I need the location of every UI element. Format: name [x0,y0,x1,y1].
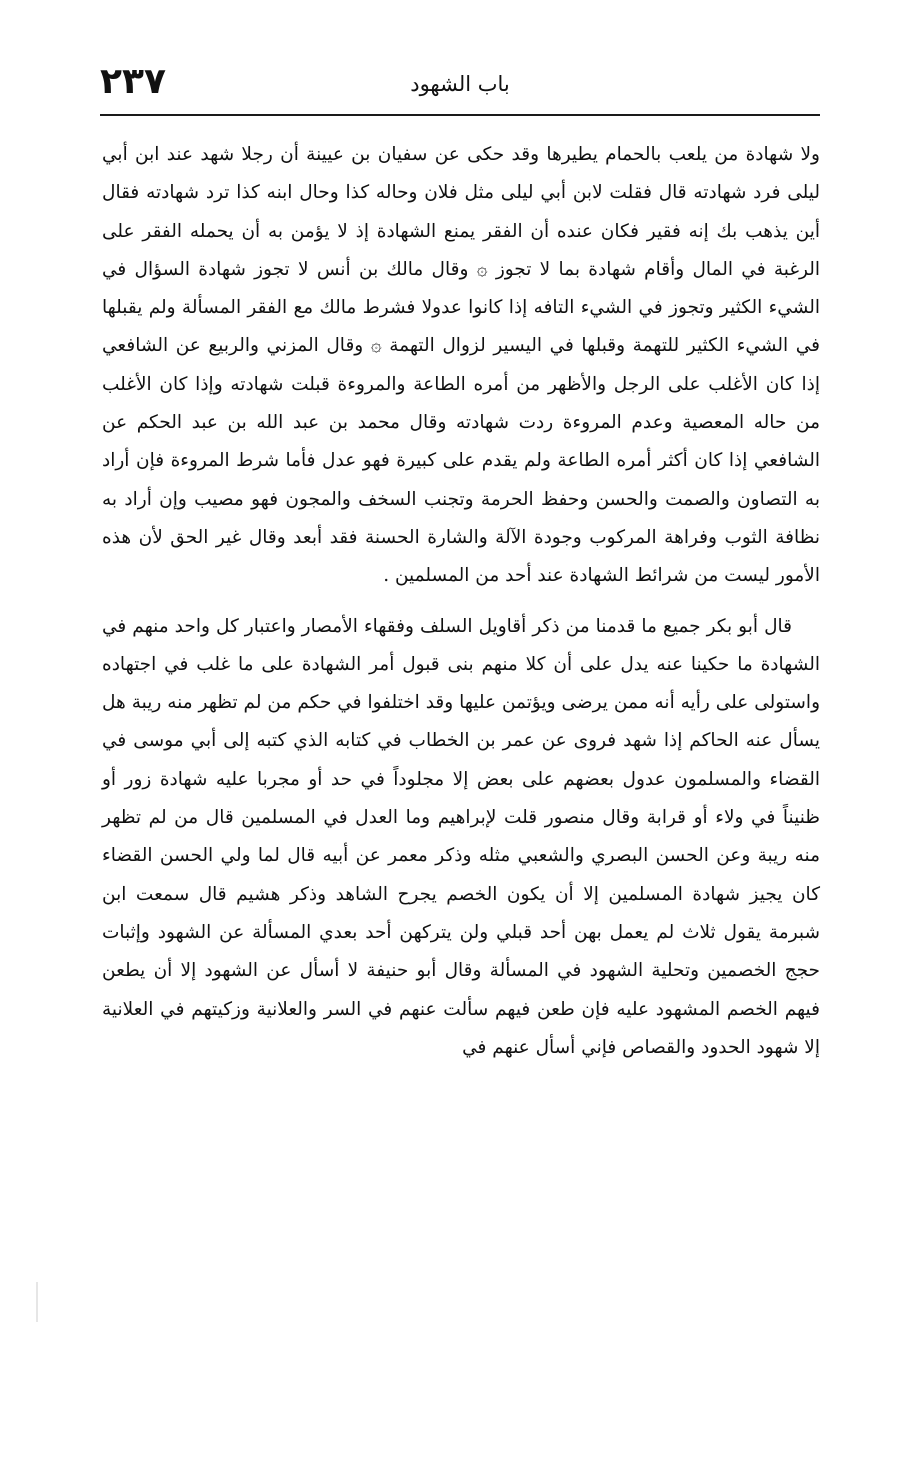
scan-margin-mark [36,1282,38,1322]
running-title: باب الشهود [410,72,510,96]
page-header [100,62,820,108]
paragraph: قال أبو بكر جميع ما قدمنا من ذكر أقاويل السلف وفقهاء الأمصار واعتبار كل واحد منهم في الشهادة ما حكينا عنه يدل على أن كلا منهم بنى قبول أمر الشهادة على ما غلب في اجتهاده واستولى على رأيه أنه ممن يرضى ويؤتمن عليها وقد اختلفوا في حكم من لم تظهر منه ريبة هل يسأل عنه الحاكم إذا شهد فروى عن عمر بن الخطاب في كتابه الذي كتبه إلى أبي موسى في القضاء والمسلمون عدول بعضهم على بعض إلا مجلوداً في حد أو مجربا عليه شهادة زور أو ظنيناً في ولاء أو قرابة وقال منصور قلت لإبراهيم وما العدل في المسلمين قال من لم تظهر منه ريبة وعن الحسن البصري والشعبي مثله وذكر معمر عن أبيه قال لما ولي الحسن القضاء كان يجيز شهادة المسلمين إلا أن يكون الخصم يجرح الشاهد وذكر هشيم قال سمعت ابن شبرمة يقول ثلاث لم يعمل بهن أحد قبلي ولن يتركهن أحد بعدي المسألة عن الشهود وإثبات حجج الخصمين وتحلية الشهود في المسألة وقال أبو حنيفة لا أسأل عن الشهود إلا أن يطعن فيهم الخصم المشهود عليه فإن طعن فيهم سألت عنهم في السر والعلانية وزكيتهم في العلانية إلا شهود الحدود والقصاص فإني أسأل عنهم في [102,615,820,1058]
page-number: ٢٣٧ [100,61,166,102]
main-text [102,136,820,1067]
header-divider [100,114,820,116]
paragraph: ولا شهادة من يلعب بالحمام يطيرها وقد حكى عن سفيان بن عيينة أن رجلا شهد عند ابن أبي ليلى فرد شهادته قال فقلت لابن أبي ليلى مثل فلان وحاله كذا وحال ابنه كذا ترد شهادته فقال أين يذهب بك إنه فقير فكان عنده أن الفقر يمنع الشهادة إذ لا يؤمن به أن يحمله الفقر على الرغبة في المال وأقام شهادة بما لا تجوز ۞ وقال مالك بن أنس لا تجوز شهادة السؤال في الشيء الكثير وتجوز في الشيء التافه إذا كانوا عدولا فشرط مالك مع الفقر المسألة ولم يقبلها في الشيء الكثير للتهمة وقبلها في اليسير لزوال التهمة ۞ وقال المزني والربيع عن الشافعي إذا كان الأغلب على الرجل والأظهر من أمره الطاعة والمروءة قبلت شهادته وإذا كان الأغلب من حاله المعصية وعدم المروءة ردت شهادته وقال محمد بن عبد الله بن عبد الحكم عن الشافعي إذا كان أكثر أمره الطاعة ولم يقدم على كبيرة فهو عدل فأما شرط المروءة فإن أراد به التصاون والصمت والحسن وحفظ الحرمة وتجنب السخف والمجون فهو مصيب وإن أراد به نظافة الثوب وفراهة المركوب وجودة الآلة والشارة الحسنة فقد أبعد وقال غير الحق لأن هذه الأمور ليست من شرائط الشهادة عند أحد من المسلمين . [102,144,820,587]
